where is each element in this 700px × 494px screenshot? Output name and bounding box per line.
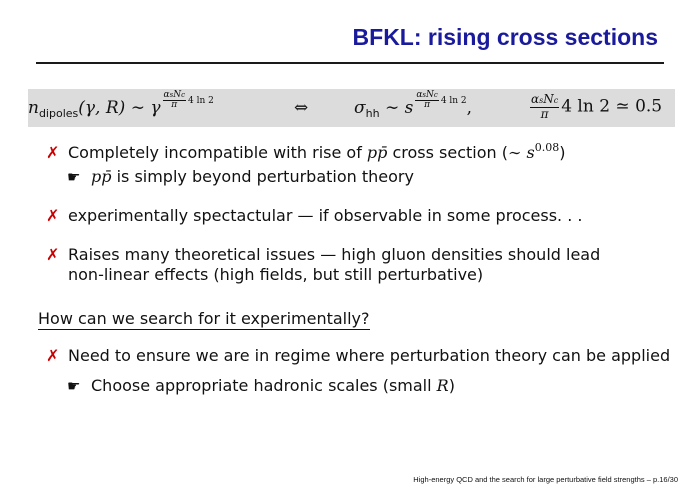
cross-mark-icon: ✗ — [46, 346, 60, 365]
bullet-incompatible: ✗ Completely incompatible with rise of pp̄ cross section (∼ $s^{0.08}$) — [46, 141, 566, 162]
lhs-exponent: αsNc π 4 ln 2 — [163, 90, 214, 110]
equation-mid: $\sigma_{hh}$ ∼ s $^{\frac{\text{αsNc}}{\pi} 4 ln 2}$, — [354, 90, 473, 120]
equation-rhs: $\frac{\text{αsNc}}{\pi}$ 4 ln 2 ≃ 0.5 — [531, 92, 663, 121]
slide-title: BFKL: rising cross sections — [352, 24, 658, 50]
subbullet-beyond-pt: ☛ pp̄ is simply beyond perturbation theory — [67, 167, 414, 186]
equation-lhs: $n_{dipoles}(\gamma$, R) ∼ γ $^{\frac{\text{αsNc}}{\pi} 4 ln 2}$ — [28, 90, 214, 120]
cross-mark-icon: ✗ — [46, 245, 60, 264]
section-question: How can we search for it experimentally? — [38, 309, 370, 328]
cross-mark-icon: ✗ — [46, 206, 60, 225]
bullet-spectacular: ✗ experimentally spectactular — if observable in some process. . . — [46, 206, 583, 225]
bullet-regime: ✗ Need to ensure we are in regime where perturbation theory can be applied — [46, 346, 671, 365]
pointing-hand-icon: ☛ — [67, 168, 81, 186]
equivalence-arrow: ⇔ — [294, 98, 309, 118]
slide-footer: High-energy QCD and the search for large perturbative field strengths – p.16/30 — [413, 475, 678, 484]
bullet-theoretical-issues-cont: non-linear effects (high fields, but still perturbative) — [68, 265, 484, 284]
title-divider — [36, 62, 664, 64]
equation-box — [28, 89, 675, 127]
dipoles-subscript: dipoles — [38, 107, 79, 120]
bullet-theoretical-issues: ✗ Raises many theoretical issues — high gluon densities should lead — [46, 245, 601, 264]
cross-mark-icon: ✗ — [46, 143, 60, 162]
subbullet-hadronic-scales: ☛ Choose appropriate hadronic scales (small R) — [67, 376, 455, 395]
pointing-hand-icon: ☛ — [67, 377, 81, 395]
